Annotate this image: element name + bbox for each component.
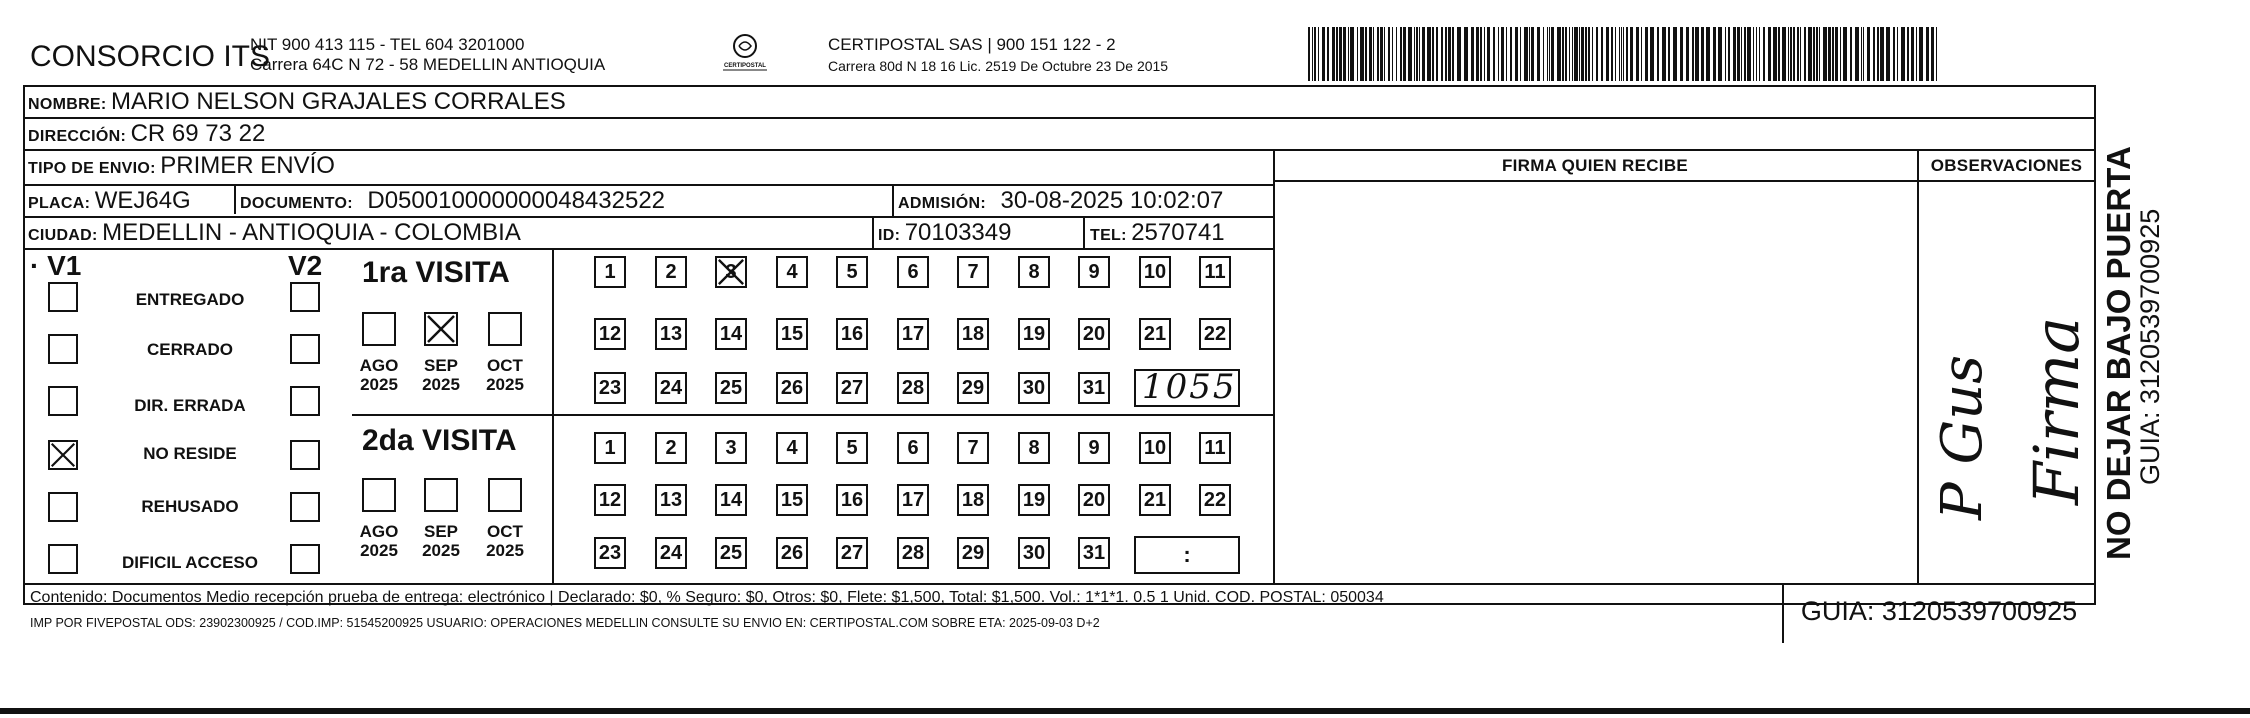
day-checkbox[interactable]: 7 — [957, 432, 989, 464]
company-name: CONSORCIO ITS — [30, 40, 271, 73]
status-label: REHUSADO — [141, 497, 239, 516]
observations-handwriting: P Gus — [1930, 354, 1995, 520]
status-label: NO RESIDE — [143, 444, 237, 463]
footer-guia: GUIA: 3120539700925 — [1800, 596, 2078, 626]
v2-checkbox[interactable] — [290, 282, 320, 312]
day-checkbox[interactable]: 17 — [897, 484, 929, 516]
v2-checkbox[interactable] — [290, 492, 320, 522]
day-checkbox[interactable]: 20 — [1078, 484, 1110, 516]
handwritten-time: 1055 — [1142, 367, 1237, 407]
month-checkbox[interactable] — [424, 312, 458, 346]
ship-type-row: TIPO DE ENVIO: PRIMER ENVÍO — [28, 152, 335, 179]
month-checkbox[interactable] — [488, 312, 522, 346]
day-checkbox[interactable]: 7 — [957, 256, 989, 288]
month-checkbox[interactable] — [362, 478, 396, 512]
day-checkbox[interactable]: 2 — [655, 432, 687, 464]
v2-checkbox[interactable] — [290, 386, 320, 416]
certipostal-logo: CERTIPOSTAL — [715, 30, 775, 80]
day-checkbox[interactable]: 31 — [1078, 537, 1110, 569]
day-checkbox[interactable]: 11 — [1199, 432, 1231, 464]
day-checkbox[interactable]: 16 — [836, 318, 868, 350]
day-checkbox[interactable]: 13 — [655, 318, 687, 350]
day-checkbox[interactable]: 21 — [1139, 318, 1171, 350]
day-checkbox[interactable]: 12 — [594, 484, 626, 516]
city: MEDELLIN - ANTIOQUIA - COLOMBIA — [102, 219, 521, 246]
day-checkbox[interactable]: 3 — [715, 432, 747, 464]
plate: WEJ64G — [94, 187, 191, 214]
day-checkbox[interactable]: 8 — [1018, 432, 1050, 464]
month-checkbox[interactable] — [488, 478, 522, 512]
name-row: NOMBRE: MARIO NELSON GRAJALES CORRALES — [28, 88, 566, 115]
no-dejar-notice: NO DEJAR BAJO PUERTA — [2100, 146, 2137, 560]
day-checkbox[interactable]: 10 — [1139, 256, 1171, 288]
day-checkbox[interactable]: 28 — [897, 372, 929, 404]
tel-row: TEL: 2570741 — [1090, 219, 1225, 246]
signature-handwriting: Firma — [2020, 316, 2093, 505]
day-checkbox[interactable]: 17 — [897, 318, 929, 350]
ship-type: PRIMER ENVÍO — [160, 152, 335, 179]
status-label: ENTREGADO — [135, 290, 245, 309]
day-checkbox[interactable]: 1 — [594, 432, 626, 464]
day-checkbox[interactable]: 28 — [897, 537, 929, 569]
day-checkbox[interactable]: 15 — [776, 318, 808, 350]
v1-checkbox[interactable] — [48, 492, 78, 522]
day-checkbox[interactable]: 14 — [715, 318, 747, 350]
status-label: DIFICIL ACCESO — [121, 553, 258, 572]
v2-checkbox[interactable] — [290, 334, 320, 364]
footer-print-info: IMP POR FIVEPOSTAL ODS: 23902300925 / COD.IMP: 51545200925 USUARIO: OPERACIONES MEDELLIN CONSULTE SU ENVIO EN: CERTIPOSTAL.COM SOBRE ETA: 2025-09-03 D+2 — [30, 616, 1100, 630]
day-checkbox[interactable]: 20 — [1078, 318, 1110, 350]
day-checkbox[interactable]: 8 — [1018, 256, 1050, 288]
day-checkbox[interactable]: 9 — [1078, 432, 1110, 464]
city-row: CIUDAD: MEDELLIN - ANTIOQUIA - COLOMBIA — [28, 219, 521, 246]
month-checkbox[interactable] — [362, 312, 396, 346]
day-checkbox[interactable]: 10 — [1139, 432, 1171, 464]
day-checkbox[interactable]: 11 — [1199, 256, 1231, 288]
day-checkbox[interactable]: 18 — [957, 318, 989, 350]
v1-checkbox[interactable] — [48, 386, 78, 416]
day-checkbox[interactable]: 22 — [1199, 484, 1231, 516]
month-label: SEP 2025 — [422, 522, 460, 560]
month-label: OCT 2025 — [486, 522, 524, 560]
day-checkbox[interactable]: 5 — [836, 432, 868, 464]
day-checkbox[interactable]: 24 — [655, 537, 687, 569]
observations-header: OBSERVACIONES — [1930, 156, 2083, 175]
day-checkbox[interactable]: 25 — [715, 372, 747, 404]
month-label: AGO 2025 — [359, 522, 399, 560]
v2-checkbox[interactable] — [290, 440, 320, 470]
certipostal-info: CERTIPOSTAL SAS | 900 151 122 - 2 — [828, 35, 1116, 54]
day-checkbox[interactable]: 12 — [594, 318, 626, 350]
admission-date: 30-08-2025 10:02:07 — [1000, 187, 1224, 214]
day-checkbox[interactable]: 31 — [1078, 372, 1110, 404]
v2-checkbox[interactable] — [290, 544, 320, 574]
id-row: ID: 70103349 — [878, 219, 1012, 246]
day-checkbox[interactable]: 4 — [776, 432, 808, 464]
day-checkbox[interactable]: 13 — [655, 484, 687, 516]
side-guia: GUIA: 3120539700925 — [2135, 208, 2165, 485]
day-checkbox[interactable]: 27 — [836, 372, 868, 404]
v1-checkbox[interactable] — [48, 440, 78, 470]
second-visit-title: 2da VISITA — [362, 424, 517, 457]
v1-checkbox[interactable] — [48, 282, 78, 312]
day-checkbox[interactable]: 3 — [715, 256, 747, 288]
day-checkbox[interactable]: 30 — [1018, 537, 1050, 569]
day-checkbox[interactable]: 19 — [1018, 484, 1050, 516]
day-checkbox[interactable]: 6 — [897, 256, 929, 288]
recipient-address: CR 69 73 22 — [130, 120, 266, 147]
v1-header: · V1 — [30, 250, 82, 281]
signature-header: FIRMA QUIEN RECIBE — [1501, 156, 1689, 175]
day-checkbox[interactable]: 9 — [1078, 256, 1110, 288]
month-checkbox[interactable] — [424, 478, 458, 512]
company-address: Carrera 64C N 72 - 58 MEDELLIN ANTIOQUIA — [250, 55, 606, 74]
barcode — [1308, 27, 1942, 81]
cut-line — [0, 708, 2250, 714]
day-checkbox[interactable]: 30 — [1018, 372, 1050, 404]
day-checkbox[interactable]: 5 — [836, 256, 868, 288]
certipostal-address: Carrera 80d N 18 16 Lic. 2519 De Octubre 23 De 2015 — [828, 58, 1169, 74]
day-checkbox[interactable]: 19 — [1018, 318, 1050, 350]
admission-row: ADMISIÓN: 30-08-2025 10:02:07 — [898, 187, 1224, 214]
day-checkbox[interactable]: 23 — [594, 372, 626, 404]
recipient-name: MARIO NELSON GRAJALES CORRALES — [111, 88, 566, 115]
address-row: DIRECCIÓN: CR 69 73 22 — [28, 120, 266, 147]
plate-row: PLACA: WEJ64G — [28, 187, 191, 214]
day-checkbox[interactable]: 23 — [594, 537, 626, 569]
company-nit: NIT 900 413 115 - TEL 604 3201000 — [250, 35, 525, 54]
first-visit-time-box[interactable] — [1134, 369, 1240, 407]
day-checkbox[interactable]: 4 — [776, 256, 808, 288]
day-checkbox[interactable]: 21 — [1139, 484, 1171, 516]
day-checkbox[interactable]: 16 — [836, 484, 868, 516]
day-checkbox[interactable]: 29 — [957, 372, 989, 404]
day-checkbox[interactable]: 26 — [776, 372, 808, 404]
document-row: DOCUMENTO: D050010000000048432522 — [240, 187, 666, 214]
second-visit-time-box[interactable]: : — [1134, 536, 1240, 574]
recipient-tel: 2570741 — [1131, 219, 1225, 246]
day-checkbox[interactable]: 27 — [836, 537, 868, 569]
footer-content: Contenido: Documentos Medio recepción prueba de entrega: electrónico | Declarado: $0, % Seguro: $0, Otros: $0, Flete: $1,500, Total: $1,500. Vol.: 1*1*1. 0.5 1 Unid. COD. POSTAL: 050034 — [30, 589, 1384, 606]
document-number: D050010000000048432522 — [367, 187, 666, 214]
v1-checkbox[interactable] — [48, 334, 78, 364]
month-label: SEP 2025 — [422, 356, 460, 394]
day-checkbox[interactable]: 6 — [897, 432, 929, 464]
v2-header: V2 — [288, 250, 323, 281]
day-checkbox[interactable]: 25 — [715, 537, 747, 569]
day-checkbox[interactable]: 1 — [594, 256, 626, 288]
month-label: AGO 2025 — [359, 356, 399, 394]
day-checkbox[interactable]: 14 — [715, 484, 747, 516]
first-visit-title: 1ra VISITA — [362, 256, 510, 289]
day-checkbox[interactable]: 18 — [957, 484, 989, 516]
month-label: OCT 2025 — [486, 356, 524, 394]
day-checkbox[interactable]: 26 — [776, 537, 808, 569]
status-label: CERRADO — [147, 340, 233, 359]
day-checkbox[interactable]: 15 — [776, 484, 808, 516]
v1-checkbox[interactable] — [48, 544, 78, 574]
day-checkbox[interactable]: 2 — [655, 256, 687, 288]
recipient-id: 70103349 — [904, 219, 1012, 246]
day-checkbox[interactable]: 24 — [655, 372, 687, 404]
day-checkbox[interactable]: 29 — [957, 537, 989, 569]
day-checkbox[interactable]: 22 — [1199, 318, 1231, 350]
status-label: DIR. ERRADA — [134, 396, 246, 415]
